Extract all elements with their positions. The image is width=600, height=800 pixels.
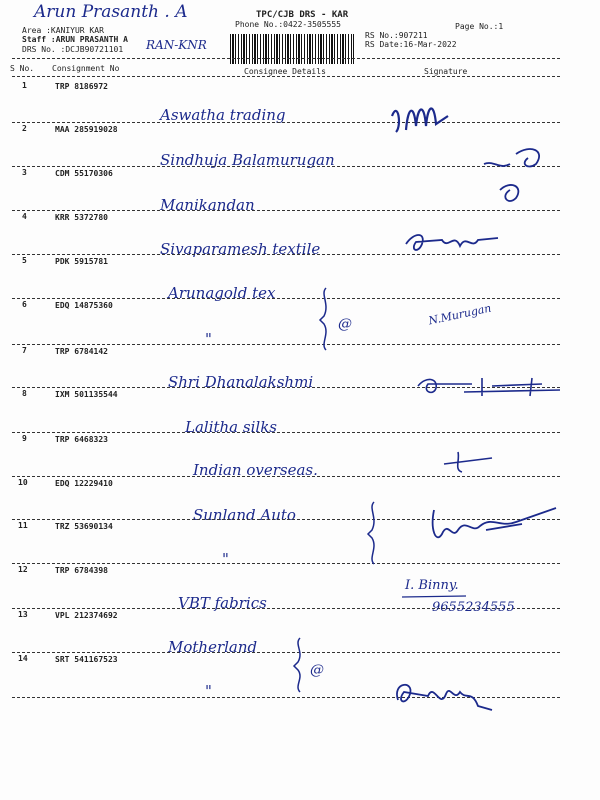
consignment-number: PDK 5915781	[55, 257, 108, 266]
consignee-name: Shri Dhanalakshmi	[168, 373, 314, 391]
row-number: 14	[18, 654, 28, 663]
consignment-number: IXM 501135544	[55, 390, 118, 399]
signature-row4	[402, 228, 502, 258]
consignee-name: Manikandan	[160, 196, 255, 214]
consignment-number: TRZ 53690134	[55, 522, 113, 531]
consignment-number: TRP 6784142	[55, 347, 108, 356]
consignee-name: Motherland	[168, 638, 258, 656]
rs-number: RS No.:907211	[365, 31, 428, 40]
row-divider	[12, 298, 560, 299]
row-divider	[12, 122, 560, 123]
row-divider	[12, 476, 560, 477]
consignment-number: MAA 285919028	[55, 125, 118, 134]
row-number: 13	[18, 610, 28, 619]
consignment-number: SRT 541167523	[55, 655, 118, 664]
signature-row7	[412, 372, 562, 402]
brace-row5	[316, 286, 336, 352]
consignment-number: EDQ 12229410	[55, 479, 113, 488]
row-divider	[12, 210, 560, 211]
brace-mark: @	[338, 316, 352, 332]
consignment-number: VPL 212374692	[55, 611, 118, 620]
consignment-number: TRP 8186972	[55, 82, 108, 91]
consignment-number: KRR 5372780	[55, 213, 108, 222]
rs-date: RS Date:16-Mar-2022	[365, 40, 457, 49]
drs-number: DRS No. :DCJB90721101	[22, 45, 124, 54]
consignee-name: Aswatha trading	[160, 106, 286, 124]
row-number: 2	[22, 124, 27, 133]
brace-row10	[364, 500, 384, 566]
column-sno: S No.	[10, 64, 35, 73]
row-number: 4	[22, 212, 27, 221]
consignee-name: Indian overseas.	[193, 461, 318, 479]
page-number: Page No.:1	[455, 22, 504, 31]
signature-row1	[388, 96, 468, 136]
document-title: TPC/CJB DRS - KAR	[256, 10, 349, 20]
column-consignee: Consignee Details	[244, 67, 326, 76]
handwritten-route-code: RAN-KNR	[146, 38, 207, 52]
column-signature: Signature	[424, 67, 468, 76]
row-divider	[12, 652, 560, 653]
row-number: 1	[22, 81, 27, 90]
consignee-name: VBT fabrics	[178, 594, 267, 612]
row-divider	[12, 344, 560, 345]
ditto-mark: "	[222, 550, 229, 568]
receiver-underline	[400, 594, 470, 600]
consignee-name: Sivaparamesh textile	[160, 240, 321, 258]
consignment-number: CDM 55170306	[55, 169, 113, 178]
signature-row10	[426, 500, 560, 550]
area-label: Area :KANIYUR KAR	[22, 26, 104, 35]
ditto-mark: "	[205, 682, 212, 700]
row-number: 6	[22, 300, 27, 309]
row-divider	[12, 432, 560, 433]
receiver-phone-note: 9655234555	[432, 600, 515, 615]
phone-number: Phone No.:0422-3505555	[235, 20, 341, 29]
consignee-name: Sindhuja Balamurugan	[160, 151, 335, 169]
consignment-number: EDQ 14875360	[55, 301, 113, 310]
brace-row13	[290, 636, 310, 694]
row-number: 5	[22, 256, 27, 265]
column-divider	[12, 76, 560, 77]
row-number: 7	[22, 346, 27, 355]
row-number: 10	[18, 478, 28, 487]
signature-murugan: N.Murugan	[427, 301, 493, 328]
brace-mark: @	[310, 662, 324, 678]
row-number: 12	[18, 565, 28, 574]
signature-row14	[388, 676, 498, 716]
row-number: 8	[22, 389, 27, 398]
row-number: 9	[22, 434, 27, 443]
row-divider	[12, 563, 560, 564]
row-number: 11	[18, 521, 28, 530]
signature-row2	[480, 140, 580, 220]
handwritten-staff-name: Arun Prasanth . A	[34, 2, 188, 22]
signature-row9	[440, 448, 500, 474]
header-divider	[12, 58, 560, 59]
row-divider	[12, 166, 560, 167]
receiver-name-note: I. Binny.	[405, 578, 459, 593]
ditto-mark: "	[205, 330, 212, 348]
consignment-number: TRP 6468323	[55, 435, 108, 444]
staff-label: Staff :ARUN PRASANTH A	[22, 35, 128, 44]
consignee-name: Arunagold tex	[168, 284, 276, 302]
row-number: 3	[22, 168, 27, 177]
consignee-name: Lalitha silks	[185, 418, 277, 436]
column-consignment: Consignment No	[52, 64, 120, 73]
barcode	[230, 34, 354, 64]
consignment-number: TRP 6784398	[55, 566, 108, 575]
consignee-name: Sunland Auto	[193, 506, 296, 524]
